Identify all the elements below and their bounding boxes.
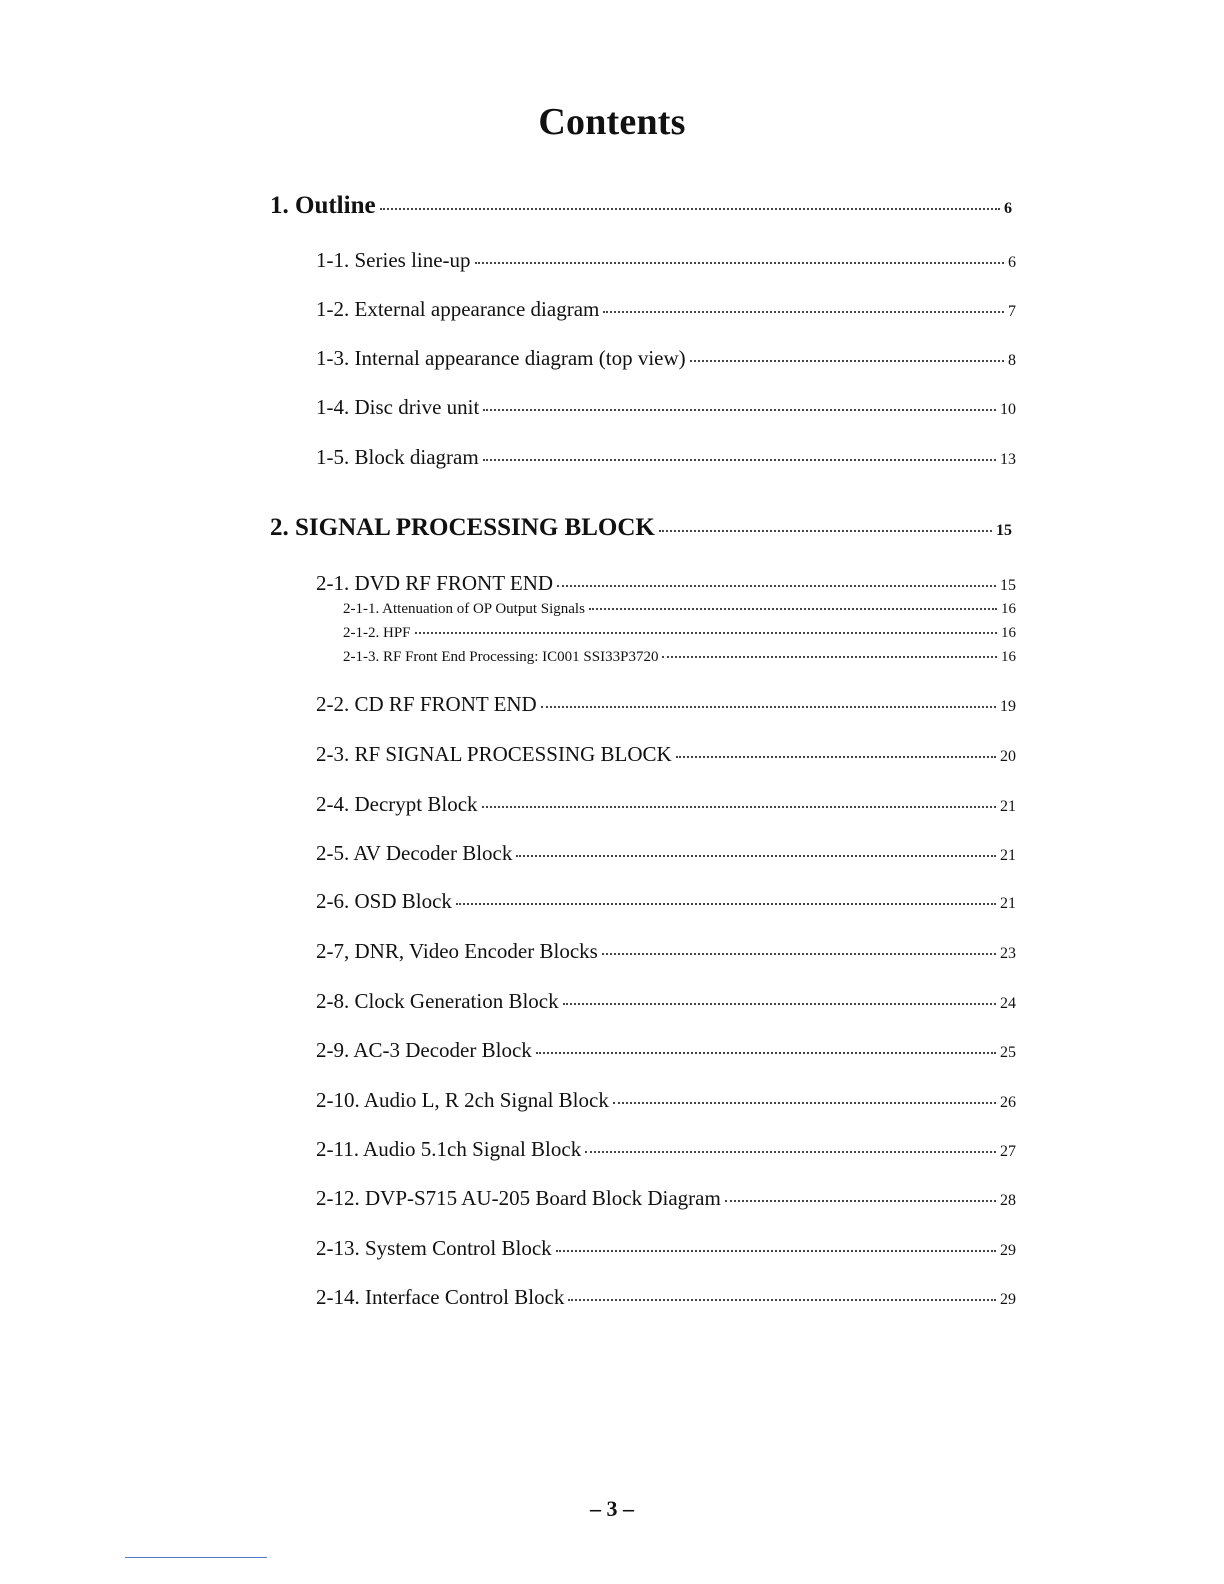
toc-entry-page: 13 bbox=[1000, 451, 1016, 468]
toc-entry-page: 21 bbox=[1000, 847, 1016, 864]
toc-entry-page: 19 bbox=[1000, 698, 1016, 715]
toc-entry-label: 2-7, DNR, Video Encoder Blocks bbox=[316, 939, 598, 963]
dot-leader bbox=[483, 457, 996, 461]
toc-entry-label: 2-1-3. RF Front End Processing: IC001 SSI33P3720 bbox=[343, 649, 659, 665]
toc-entry-label: 2-1. DVD RF FRONT END bbox=[316, 571, 554, 595]
toc-entry-label: 1-4. Disc drive unit bbox=[316, 395, 480, 419]
toc-entry-label: 2. SIGNAL PROCESSING BLOCK bbox=[270, 514, 655, 541]
toc-entry-label: 2-1-2. HPF bbox=[343, 625, 411, 641]
toc-entry-label: 2-1-1. Attenuation of OP Output Signals bbox=[343, 601, 585, 617]
toc-entry-dvd-rf-front-end[interactable] bbox=[316, 571, 1016, 596]
toc-entry-board-block-diagram[interactable] bbox=[316, 1186, 1016, 1211]
dot-leader bbox=[536, 1050, 996, 1054]
dot-leader bbox=[456, 901, 996, 905]
toc-entry-page: 15 bbox=[996, 522, 1012, 539]
dot-leader bbox=[483, 407, 996, 411]
toc-entry-audio-2ch[interactable] bbox=[316, 1088, 1016, 1113]
toc-entry-audio-51ch[interactable] bbox=[316, 1137, 1016, 1162]
dot-leader bbox=[380, 206, 1000, 210]
toc-entry-cd-rf-front-end[interactable] bbox=[316, 692, 1016, 717]
toc-entry-label: 1-3. Internal appearance diagram (top view) bbox=[316, 346, 686, 370]
dot-leader bbox=[603, 309, 1004, 313]
dot-leader bbox=[690, 358, 1004, 362]
toc-entry-decrypt-block[interactable] bbox=[316, 792, 1016, 817]
toc-entry-page: 27 bbox=[1000, 1143, 1016, 1160]
toc-entry-interface-control[interactable] bbox=[316, 1285, 1016, 1310]
dot-leader bbox=[563, 1001, 996, 1005]
toc-entry-external-appearance[interactable] bbox=[316, 297, 1016, 322]
toc-entry-page: 16 bbox=[1001, 601, 1016, 617]
toc-entry-page: 7 bbox=[1008, 303, 1016, 320]
dot-leader bbox=[585, 1149, 996, 1153]
dot-leader bbox=[725, 1198, 996, 1202]
dot-leader bbox=[557, 583, 996, 587]
toc-entry-label: 2-6. OSD Block bbox=[316, 889, 452, 913]
toc-entry-av-decoder[interactable] bbox=[316, 841, 1016, 866]
dot-leader bbox=[659, 528, 992, 532]
toc-entry-page: 29 bbox=[1000, 1242, 1016, 1259]
dot-leader bbox=[516, 853, 996, 857]
toc-entry-label: 2-3. RF SIGNAL PROCESSING BLOCK bbox=[316, 742, 672, 766]
toc-entry-block-diagram[interactable] bbox=[316, 445, 1016, 470]
toc-entry-page: 28 bbox=[1000, 1192, 1016, 1209]
dot-leader bbox=[613, 1100, 996, 1104]
toc-entry-label: 2-9. AC-3 Decoder Block bbox=[316, 1038, 532, 1062]
toc-entry-label: 2-8. Clock Generation Block bbox=[316, 989, 559, 1013]
dot-leader bbox=[602, 951, 996, 955]
dot-leader bbox=[482, 804, 996, 808]
toc-entry-hpf[interactable] bbox=[343, 625, 1016, 642]
toc-entry-page: 26 bbox=[1000, 1094, 1016, 1111]
scan-edge-line bbox=[125, 1557, 267, 1558]
toc-entry-page: 6 bbox=[1008, 254, 1016, 271]
toc-entry-label: 1-1. Series line-up bbox=[316, 248, 471, 272]
dot-leader bbox=[662, 654, 997, 658]
toc-entry-ac3-decoder[interactable] bbox=[316, 1038, 1016, 1063]
toc-entry-attenuation[interactable] bbox=[343, 601, 1016, 618]
dot-leader bbox=[415, 630, 997, 634]
toc-entry-osd-block[interactable] bbox=[316, 889, 1016, 914]
toc-entry-label: 1-5. Block diagram bbox=[316, 445, 479, 469]
toc-entry-page: 6 bbox=[1004, 200, 1012, 217]
toc-entry-label: 2-14. Interface Control Block bbox=[316, 1285, 565, 1309]
toc-entry-page: 25 bbox=[1000, 1044, 1016, 1061]
toc-entry-label: 2-10. Audio L, R 2ch Signal Block bbox=[316, 1088, 609, 1112]
toc-entry-signal-processing[interactable] bbox=[270, 514, 1012, 542]
toc-entry-page: 21 bbox=[1000, 798, 1016, 815]
toc-entry-page: 23 bbox=[1000, 945, 1016, 962]
toc-entry-page: 20 bbox=[1000, 748, 1016, 765]
dot-leader bbox=[541, 704, 996, 708]
toc-entry-page: 8 bbox=[1008, 352, 1016, 369]
toc-entry-disc-drive[interactable] bbox=[316, 395, 1016, 420]
dot-leader bbox=[556, 1248, 996, 1252]
toc-entry-series-lineup[interactable] bbox=[316, 248, 1016, 273]
page-title: Contents bbox=[538, 101, 686, 143]
dot-leader bbox=[568, 1297, 996, 1301]
toc-entry-label: 2-2. CD RF FRONT END bbox=[316, 692, 537, 716]
toc-entry-label: 2-11. Audio 5.1ch Signal Block bbox=[316, 1137, 582, 1161]
toc-entry-label: 1. Outline bbox=[270, 192, 376, 219]
toc-entry-rf-signal-processing[interactable] bbox=[316, 742, 1016, 767]
page-number: – 3 – bbox=[590, 1496, 634, 1521]
toc-entry-page: 16 bbox=[1001, 625, 1016, 641]
toc-entry-page: 16 bbox=[1001, 649, 1016, 665]
toc-entry-clock-generation[interactable] bbox=[316, 989, 1016, 1014]
toc-entry-page: 24 bbox=[1000, 995, 1016, 1012]
dot-leader bbox=[475, 260, 1004, 264]
toc-entry-label: 2-5. AV Decoder Block bbox=[316, 841, 513, 865]
toc-entry-label: 2-12. DVP-S715 AU-205 Board Block Diagram bbox=[316, 1186, 721, 1210]
toc-entry-dnr-video-encoder[interactable] bbox=[316, 939, 1016, 964]
toc-entry-system-control[interactable] bbox=[316, 1236, 1016, 1261]
toc-entry-internal-appearance[interactable] bbox=[316, 346, 1016, 371]
toc-entry-rf-front-end-processing[interactable] bbox=[343, 649, 1016, 666]
toc-entry-page: 15 bbox=[1000, 577, 1016, 594]
toc-entry-label: 1-2. External appearance diagram bbox=[316, 297, 600, 321]
toc-entry-page: 29 bbox=[1000, 1291, 1016, 1308]
dot-leader bbox=[676, 754, 996, 758]
toc-entry-page: 21 bbox=[1000, 895, 1016, 912]
toc-entry-label: 2-4. Decrypt Block bbox=[316, 792, 478, 816]
toc-entry-page: 10 bbox=[1000, 401, 1016, 418]
toc-entry-outline[interactable] bbox=[270, 192, 1012, 220]
dot-leader bbox=[589, 606, 997, 610]
toc-entry-label: 2-13. System Control Block bbox=[316, 1236, 552, 1260]
